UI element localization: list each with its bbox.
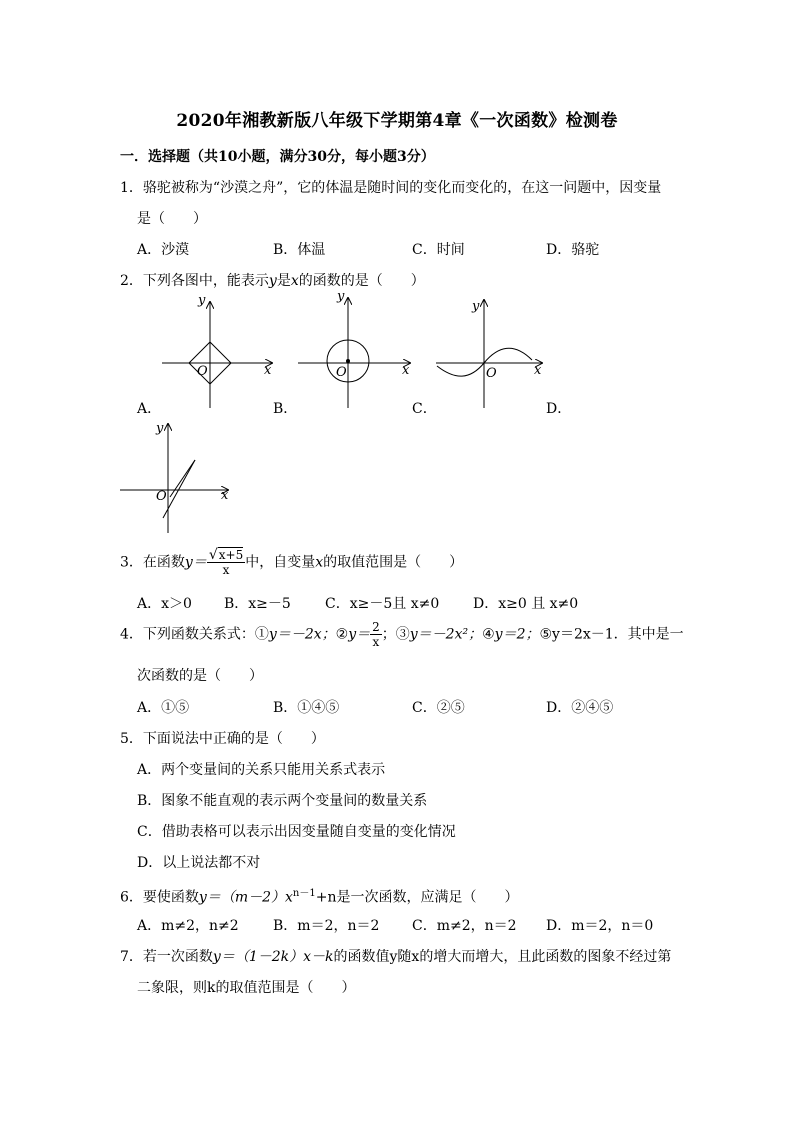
graph-b xyxy=(298,289,410,408)
q5-option-c: C．借助表格可以表示出因变量随自变量的变化情况 xyxy=(137,824,456,840)
graph-c-origin: O xyxy=(486,366,497,381)
q6-exponent: n－1 xyxy=(292,888,316,899)
q4-marker-2: ② xyxy=(335,626,349,643)
q4-marker-1: ① xyxy=(254,626,269,643)
q3-var: x xyxy=(315,554,324,571)
q3-denominator: x xyxy=(222,563,230,577)
q6-formula: y＝（m－2）x xyxy=(198,889,293,906)
graph-a-x-label: x xyxy=(264,363,272,378)
q7-stem-line2: 二象限，则k的取值范围是（ ） xyxy=(137,980,356,996)
q6-option-a: A．m≠2，n≠2 xyxy=(137,918,239,934)
graph-a-origin: O xyxy=(197,364,208,379)
q2-label-c: C． xyxy=(412,401,437,417)
q2-label-b: B． xyxy=(273,401,298,417)
q1-option-b: B．体温 xyxy=(273,242,326,258)
q5-stem: 5．下面说法中正确的是（ ） xyxy=(120,731,325,747)
q2-stem-part: 2．下列各图中，能表示 xyxy=(120,273,269,289)
q6-stem-part: +n是一次函数，应满足（ ） xyxy=(315,889,519,906)
q3-stem-part: 3．在函数 xyxy=(120,554,185,571)
q4-stem-line2: 次函数的是（ ） xyxy=(137,668,263,684)
q4-marker-4: ④ xyxy=(482,626,495,643)
q6-option-c: C．m≠2，n＝2 xyxy=(412,918,517,934)
graph-c-y-label: y xyxy=(472,299,480,314)
q4-formula-3: y＝－2x²； xyxy=(409,626,483,643)
q4-stem-part: 4．下列函数关系式： xyxy=(120,626,255,643)
section-heading: 一．选择题（共10小题，满分30分，每小题3分） xyxy=(120,149,435,165)
q4-formula-2: y＝ xyxy=(348,626,371,643)
q4-formula-1: y＝－2x； xyxy=(268,626,336,643)
q4-option-d: D．②④⑤ xyxy=(546,700,614,716)
q3-numerator: x+5 xyxy=(218,548,244,562)
q4-formula-4: y＝2； xyxy=(494,626,540,643)
q4-formula-5: y＝2x－1．其中是一 xyxy=(552,626,684,643)
q2-label-d: D． xyxy=(546,401,572,417)
q4-option-b: B．①④⑤ xyxy=(273,700,340,716)
q6-option-b: B．m＝2，n＝2 xyxy=(273,918,380,934)
graph-a xyxy=(162,293,272,408)
q1-stem-line1: 1．骆驼被称为“沙漠之舟”，它的体温是随时间的变化而变化的，在这一问题中，因变量 xyxy=(120,180,662,196)
graph-b-x-label: x xyxy=(402,363,410,378)
graph-b-origin: O xyxy=(336,365,347,380)
q7-stem-part: 7．若一次函数 xyxy=(120,949,213,965)
q4-marker-3: ③ xyxy=(395,626,410,643)
q5-option-d: D．以上说法都不对 xyxy=(137,855,261,871)
q3-stem-part: 的取值范围是（ ） xyxy=(323,554,464,571)
graph-b-y-label: y xyxy=(337,289,345,304)
q2-stem-part: 是 xyxy=(276,273,291,289)
page-title: 2020年湘教新版八年级下学期第4章《一次函数》检测卷 xyxy=(176,111,618,131)
q3-function: y＝ xyxy=(184,554,207,571)
q3-option-a: A．x＞0 xyxy=(137,596,192,612)
q4-separator: ； xyxy=(381,626,396,643)
q4-option-c: C．②⑤ xyxy=(412,700,465,716)
q3-stem-part: 中，自变量 xyxy=(245,554,316,571)
q7-stem-part: 的函数值y随x的增大而增大，且此函数的图象不经过第 xyxy=(333,949,672,965)
q4-denominator: x xyxy=(372,635,380,649)
q3-fraction: $\frac{√x+5}{x}$ xyxy=(208,547,244,577)
q1-option-d: D．骆驼 xyxy=(546,242,600,258)
graph-c xyxy=(436,299,542,408)
q4-fraction xyxy=(370,620,382,649)
q6-option-d: D．m＝2，n＝0 xyxy=(546,918,654,934)
q4-stem-line1 xyxy=(120,620,684,649)
graph-c-x-label: x xyxy=(534,363,542,378)
q6-stem-part: 6．要使函数 xyxy=(120,889,199,906)
q3-option-b: B．x≥－5 xyxy=(224,596,291,612)
q3-stem xyxy=(120,548,463,577)
q4-marker-5: ⑤ xyxy=(539,626,553,643)
q5-option-a: A．两个变量间的关系只能用关系式表示 xyxy=(137,762,386,778)
q2-var-x: x xyxy=(290,273,299,289)
q7-stem-line1 xyxy=(120,946,671,966)
q6-stem xyxy=(120,884,518,907)
graph-d-x-label: x xyxy=(221,488,229,503)
graph-a-y-label: y xyxy=(198,293,206,308)
q2-label-a: A． xyxy=(137,401,162,417)
q4-numerator: 2 xyxy=(372,620,380,634)
q7-formula: y＝（1－2k）x－k xyxy=(212,949,334,965)
q4-option-a: A．①⑤ xyxy=(137,700,190,716)
graph-d xyxy=(120,421,229,533)
q1-option-a: A．沙漠 xyxy=(137,242,190,258)
q3-option-c: C．x≥－5且 x≠0 xyxy=(325,596,440,612)
q3-option-d: D．x≥0 且 x≠0 xyxy=(473,596,579,612)
q1-option-c: C．时间 xyxy=(412,242,465,258)
q2-stem-part: 的函数的是（ ） xyxy=(298,273,425,289)
q2-var-y: y xyxy=(268,273,277,289)
q1-stem-line2: 是（ ） xyxy=(137,211,207,227)
graph-d-origin: O xyxy=(156,489,167,504)
q5-option-b: B．图象不能直观的表示两个变量间的数量关系 xyxy=(137,793,428,809)
graph-d-y-label: y xyxy=(156,421,164,436)
